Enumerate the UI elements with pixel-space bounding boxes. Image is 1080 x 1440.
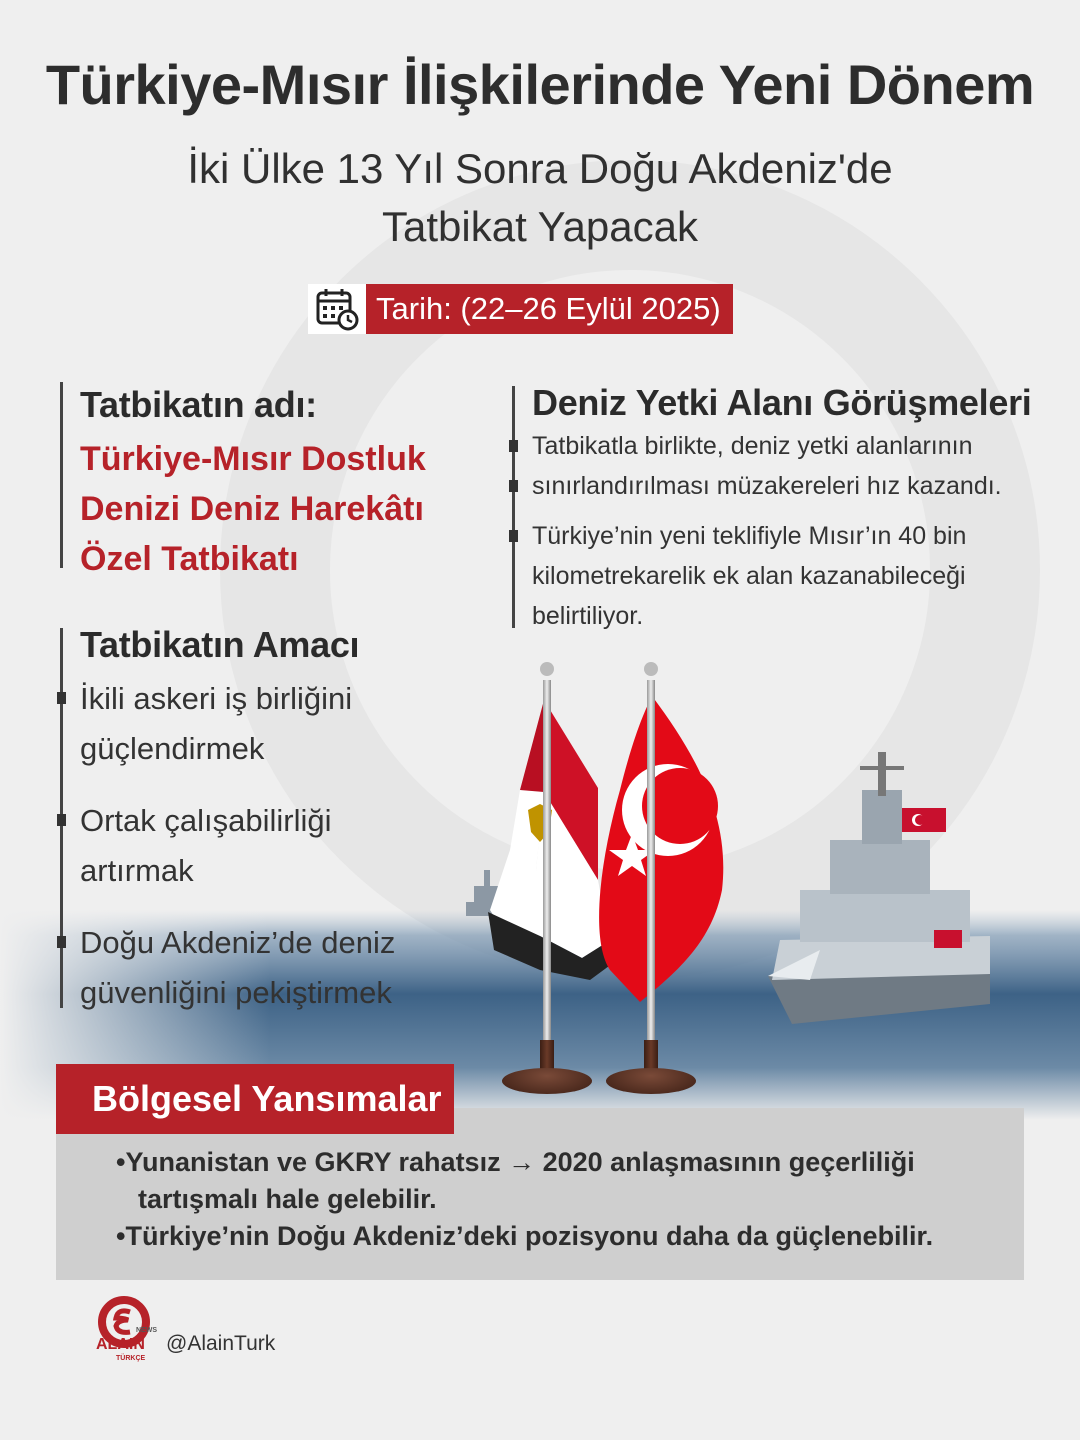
bullet-line: İkili askeri iş birliğini — [80, 681, 353, 716]
brand-news: NEWS — [136, 1327, 157, 1334]
exercise-name-bar — [60, 382, 63, 568]
bullet-marker — [509, 440, 518, 452]
bullet-marker — [57, 692, 66, 704]
list-item — [80, 796, 500, 896]
bullet-line: belirtiliyor. — [532, 602, 644, 630]
pole-finial — [540, 662, 554, 676]
exercise-name-line: Türkiye-Mısır Dostluk — [80, 440, 426, 478]
subtitle-line-1: İki Ülke 13 Yıl Sonra Doğu Akdeniz'de — [187, 145, 893, 192]
exercise-name-section — [80, 384, 480, 584]
exercise-name-label: Tatbikatın adı: — [80, 384, 317, 425]
brand-name: ALAIN — [96, 1336, 145, 1353]
regional-line: •Yunanistan ve GKRY rahatsız → 2020 anlaşmasının geçerliliği — [116, 1147, 915, 1177]
subtitle-line-2: Tatbikat Yapacak — [382, 203, 698, 250]
date-badge — [308, 284, 733, 334]
bullet-line: güvenliğini pekiştirmek — [80, 975, 392, 1010]
flag-stand-base — [606, 1068, 696, 1094]
page-subtitle — [90, 140, 990, 256]
bullet-marker — [57, 814, 66, 826]
exercise-name-line: Denizi Deniz Harekâtı — [80, 490, 424, 528]
page-title: Türkiye-Mısır İlişkilerinde Yeni Dönem — [45, 53, 1035, 116]
regional-line: tartışmalı hale gelebilir. — [138, 1184, 437, 1214]
maritime-heading: Deniz Yetki Alanı Görüşmeleri — [532, 382, 1032, 423]
bullet-line: Türkiye’nin yeni teklifiyle Mısır’ın 40 bin — [532, 522, 967, 550]
purpose-heading: Tatbikatın Amacı — [80, 624, 360, 665]
list-item — [532, 426, 1072, 506]
regional-line: •Türkiye’nin Doğu Akdeniz’deki pozisyonu daha da güçlenebilir. — [116, 1221, 934, 1251]
turkey-flag-pole — [647, 680, 655, 1060]
egypt-flag-pole — [543, 680, 551, 1060]
bullet-line: kilometrekarelik ek alan kazanabileceği — [532, 562, 966, 590]
bullet-line: Ortak çalışabilirliği — [80, 803, 332, 838]
pole-finial — [644, 662, 658, 676]
list-item — [80, 674, 500, 774]
list-item — [532, 516, 1072, 636]
bullet-line: güçlendirmek — [80, 731, 265, 766]
purpose-section — [80, 624, 500, 1018]
regional-text — [116, 1144, 946, 1255]
calendar-clock-icon — [308, 284, 366, 334]
bullet-marker — [509, 530, 518, 542]
bullet-line: artırmak — [80, 853, 194, 888]
bullet-marker — [57, 936, 66, 948]
exercise-name-line: Özel Tatbikatı — [80, 540, 299, 578]
exercise-name-value — [80, 434, 480, 584]
maritime-section — [532, 382, 1072, 636]
bullet-line: sınırlandırılması müzakereleri hız kazandı. — [532, 472, 1002, 500]
regional-heading: Bölgesel Yansımalar — [56, 1064, 454, 1134]
maritime-bar — [512, 386, 515, 628]
date-text: Tarih: (22–26 Eylül 2025) — [366, 284, 733, 334]
flag-stand-base — [502, 1068, 592, 1094]
bullet-line: Doğu Akdeniz’de deniz — [80, 925, 396, 960]
bullet-marker — [509, 480, 518, 492]
brand-sub: TÜRKÇE — [116, 1355, 146, 1362]
social-handle[interactable]: @AlainTurk — [166, 1332, 276, 1355]
list-item — [80, 918, 500, 1018]
bullet-line: Tatbikatla birlikte, deniz yetki alanlarının — [532, 432, 973, 460]
